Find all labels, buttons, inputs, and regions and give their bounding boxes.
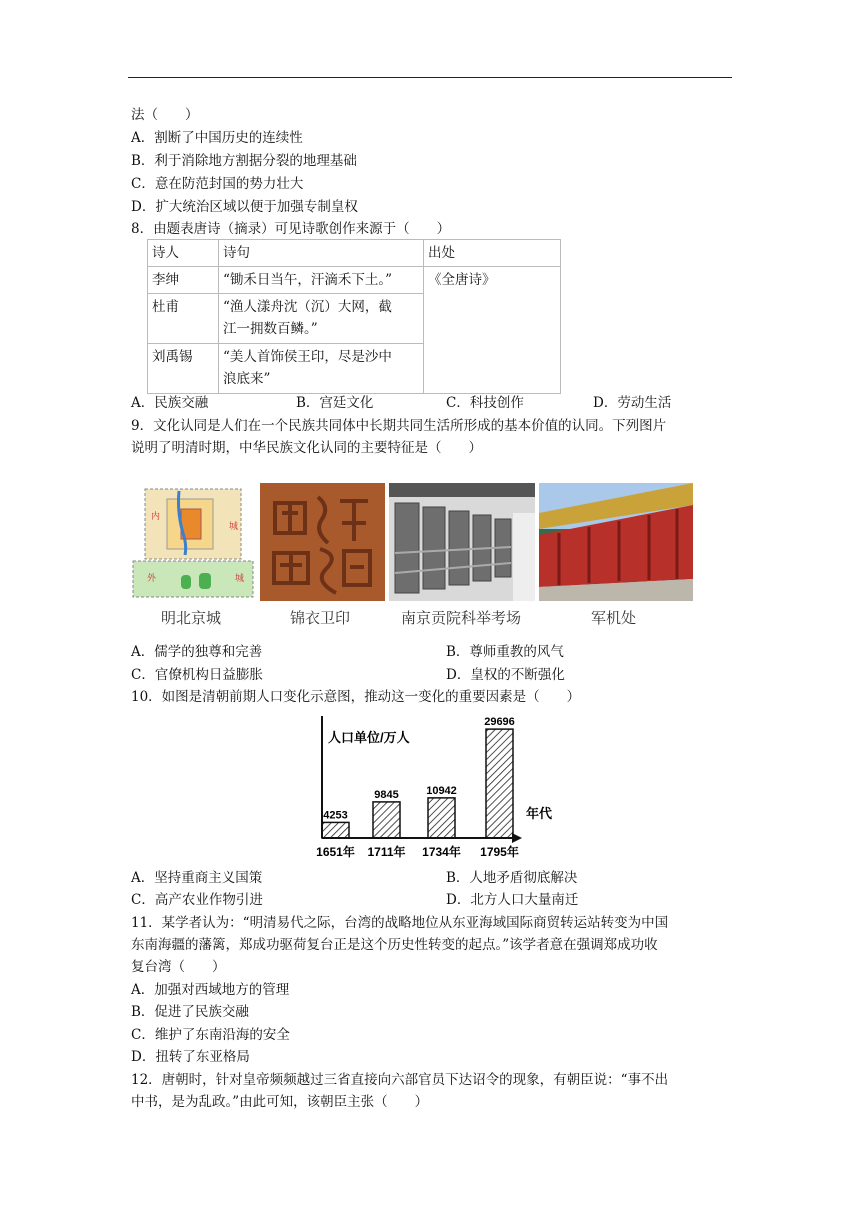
poet-cell: 李绅 <box>148 267 219 294</box>
header-poet: 诗人 <box>148 240 219 267</box>
poet-cell: 刘禹锡 <box>148 344 219 394</box>
bar <box>322 822 349 838</box>
q11-option-d[interactable]: D．扭转了东亚格局 <box>131 1049 250 1065</box>
q7-option-d[interactable]: D．扩大统治区域以便于加强专制皇权 <box>131 199 358 215</box>
map-label-outer: 外 <box>147 573 157 583</box>
bar-value-label: 29696 <box>484 716 515 729</box>
q9-option-a[interactable]: A．儒学的独尊和完善 <box>131 644 263 660</box>
map-label-inner: 内 <box>151 511 161 521</box>
q10-option-c[interactable]: C．高产农业作物引进 <box>131 892 263 908</box>
bar <box>486 729 513 838</box>
source-cell: 《全唐诗》 <box>424 267 561 394</box>
caption-exam-hall: 南京贡院科举考场 <box>401 609 522 627</box>
x-axis-label: 年代 <box>526 806 553 821</box>
verse-cell: “锄禾日当午，汗滴禾下土。” <box>219 267 424 294</box>
q9-stem-line2: 说明了明清时期，中华民族文化认同的主要特征是（ ） <box>131 440 482 456</box>
header-source: 出处 <box>424 240 561 267</box>
q7-stem-tail: 法（ ） <box>131 107 199 123</box>
beijing-map-image <box>131 483 256 601</box>
q12-stem-line2: 中书，是为乱政。”由此可知，该朝臣主张（ ） <box>131 1094 429 1110</box>
bar <box>373 802 400 838</box>
header-rule <box>128 77 732 78</box>
grand-council-image <box>539 483 693 601</box>
x-tick-label: 1651年 <box>316 845 355 859</box>
q10-stem: 10．如图是清朝前期人口变化示意图，推动这一变化的重要因素是（ ） <box>131 689 581 705</box>
q11-option-c[interactable]: C．维护了东南沿海的安全 <box>131 1027 290 1043</box>
caption-beijing: 明北京城 <box>161 609 222 627</box>
q7-option-a[interactable]: A．割断了中国历史的连续性 <box>131 130 303 146</box>
bar-value-label: 4253 <box>323 809 348 822</box>
q11-option-a[interactable]: A．加强对西域地方的管理 <box>131 982 290 998</box>
q8-stem: 8．由题表唐诗（摘录）可见诗歌创作来源于（ ） <box>131 221 451 237</box>
y-axis-label: 人口单位/万人 <box>328 730 410 745</box>
q9-option-b[interactable]: B．尊师重教的风气 <box>446 644 564 660</box>
x-axis-arrow <box>512 833 522 843</box>
q10-option-a[interactable]: A．坚持重商主义国策 <box>131 870 263 886</box>
caption-seal: 锦衣卫印 <box>290 609 351 627</box>
caption-grand-council: 军机处 <box>591 609 637 627</box>
q8-option-d[interactable]: D．劳动生活 <box>593 395 672 411</box>
q12-stem-line1: 12．唐朝时，针对皇帝频频越过三省直接向六部官员下达诏令的现象，有朝臣说：“事不出 <box>131 1072 669 1088</box>
exam-hall-image <box>389 483 535 601</box>
bar-value-label: 9845 <box>374 788 399 801</box>
bar-value-label: 10942 <box>426 784 457 797</box>
q8-option-b[interactable]: B．宫廷文化 <box>296 395 374 411</box>
bar <box>428 798 455 838</box>
q11-stem-line2: 东南海疆的藩篱，郑成功驱荷复台正是这个历史性转变的起点。”该学者意在强调郑成功收 <box>131 937 658 953</box>
q7-option-c[interactable]: C．意在防范封国的势力壮大 <box>131 176 304 192</box>
q7-option-b[interactable]: B．利于消除地方割据分裂的地理基础 <box>131 153 357 169</box>
q11-stem-line1: 11．某学者认为：“明清易代之际，台湾的战略地位从东亚海域国际商贸转运站转变为中国 <box>131 915 669 931</box>
x-tick-label: 1711年 <box>367 845 406 859</box>
q8-option-c[interactable]: C．科技创作 <box>446 395 524 411</box>
q9-image-strip <box>131 483 693 631</box>
x-tick-label: 1734年 <box>422 845 461 859</box>
header-verse: 诗句 <box>219 240 424 267</box>
verse-cell: “渔人漾舟沈（沉）大网，截 江一拥数百鳞。” <box>219 294 424 344</box>
q10-option-b[interactable]: B．人地矛盾彻底解决 <box>446 870 578 886</box>
q11-stem-line3: 复台湾（ ） <box>131 959 226 975</box>
poem-table <box>147 239 561 394</box>
q9-option-d[interactable]: D．皇权的不断强化 <box>446 667 565 683</box>
population-chart <box>300 712 560 860</box>
map-label-city: 城 <box>229 521 239 531</box>
map-label-city-outer: 城 <box>235 573 245 583</box>
poet-cell: 杜甫 <box>148 294 219 344</box>
q8-option-a[interactable]: A．民族交融 <box>131 395 209 411</box>
seal-image <box>260 483 385 601</box>
q11-option-b[interactable]: B．促进了民族交融 <box>131 1004 249 1020</box>
q9-stem-line1: 9．文化认同是人们在一个民族共同体中长期共同生活所形成的基本价值的认同。下列图片 <box>131 418 667 434</box>
x-tick-label: 1795年 <box>480 845 519 859</box>
verse-cell: “美人首饰侯王印，尽是沙中 浪底来” <box>219 344 424 394</box>
q10-option-d[interactable]: D．北方人口大量南迁 <box>446 892 579 908</box>
q9-option-c[interactable]: C．官僚机构日益膨胀 <box>131 667 263 683</box>
